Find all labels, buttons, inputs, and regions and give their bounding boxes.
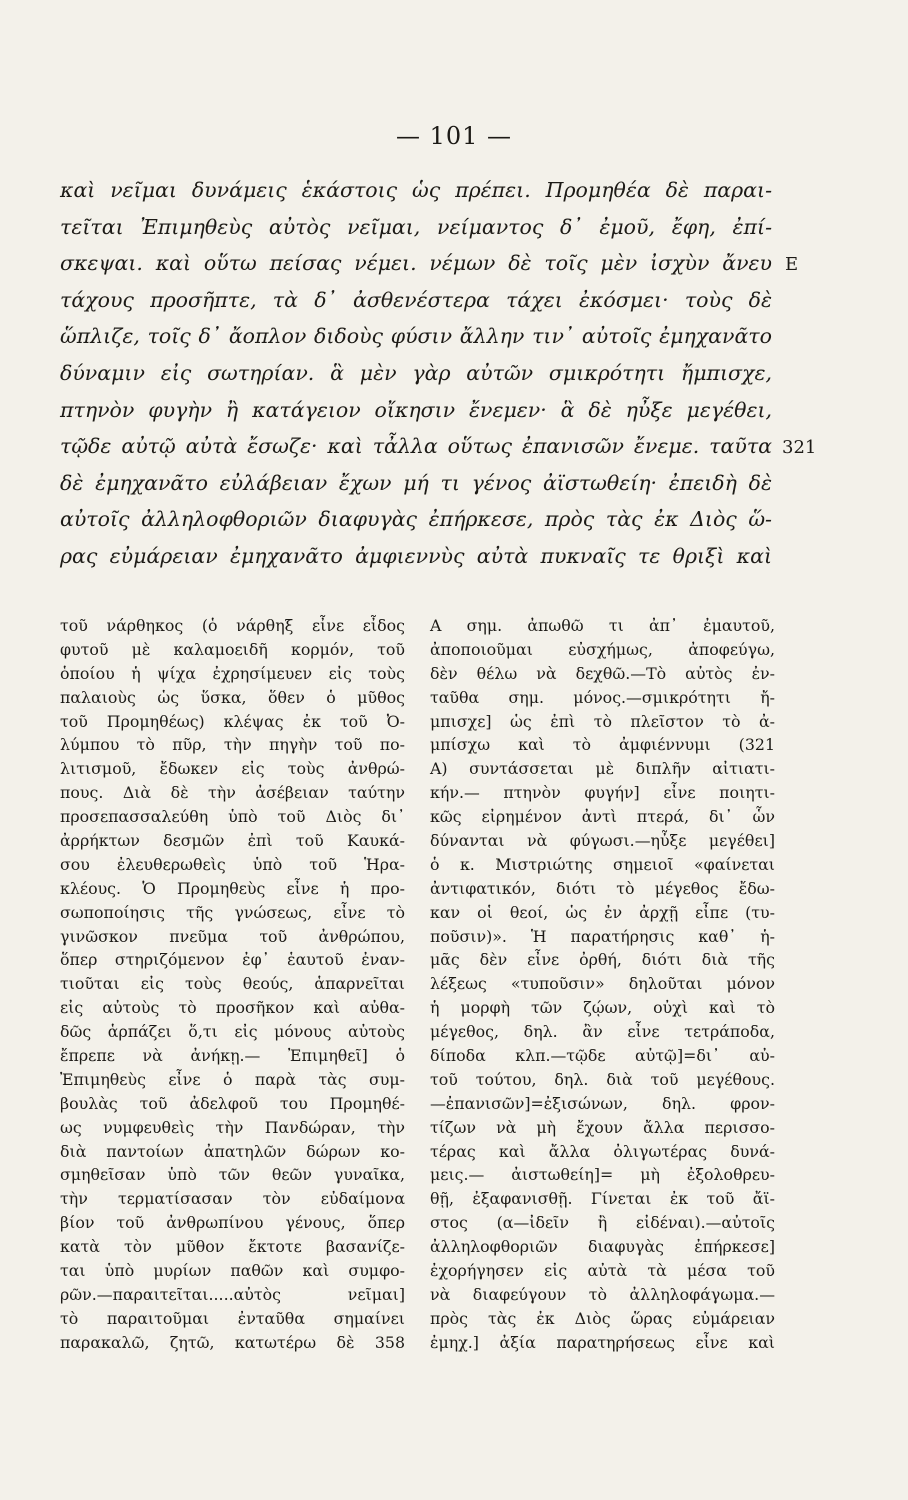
- commentary-line: διὰ παντοίων ἀπατηλῶν δώρων κο-: [60, 1141, 405, 1161]
- commentary-line: ἐχορήγησεν εἰς αὐτὰ τὰ μέσα τοῦ: [430, 1261, 775, 1281]
- commentary-line: ἀρρήκτων δεσμῶν ἐπὶ τοῦ Καυκά-: [60, 831, 405, 851]
- main-text-line: αὐτοῖς ἀλληλοφθοριῶν διαφυγὰς ἐπήρκεσε, πρὸς τὰς ἐκ Διὸς ὥ-: [60, 507, 772, 532]
- page-number: — 101 —: [395, 122, 513, 150]
- commentary-line: μᾶς δὲν εἶνε ὀρθή, διότι διὰ τῆς: [430, 950, 775, 970]
- commentary-line: καν οἱ θεοί, ὡς ἐν ἀρχῇ εἶπε (τυ-: [430, 902, 775, 922]
- commentary-line: μέγεθος, δηλ. ἂν εἶνε τετράποδα,: [430, 1022, 775, 1042]
- commentary-line: κῶς εἰρημένον ἀντὶ πτερά, δι᾽ ὧν: [430, 807, 775, 827]
- commentary-line: ἀποποιοῦμαι εὐσχήμως, ἀποφεύγω,: [430, 639, 775, 659]
- commentary-line: φυτοῦ μὲ καλαμοειδῆ κορμόν, τοῦ: [60, 639, 405, 659]
- margin-reference-321: 321: [782, 437, 817, 458]
- commentary-line: μπισχε] ὡς ἐπὶ τὸ πλεῖστον τὸ ἀ-: [430, 711, 775, 731]
- commentary-line: δύνανται νὰ φύγωσι.—ηὖξε μεγέθει]: [430, 831, 775, 851]
- commentary-line: ἐμηχ.] ἀξία παρατηρήσεως εἶνε καὶ: [430, 1332, 775, 1352]
- commentary-line: ως νυμφευθεὶς τὴν Πανδώραν, τὴν: [60, 1117, 405, 1137]
- commentary-line: ποῦσιν)». Ἡ παρατήρησις καθ᾽ ἡ-: [430, 926, 775, 946]
- commentary-line: σωποποίησις τῆς γνώσεως, εἶνε τὸ: [60, 902, 405, 922]
- commentary-line: πους. Διὰ δὲ τὴν ἀσέβειαν ταύτην: [60, 783, 405, 803]
- commentary-line: ἀντιφατικόν, διότι τὸ μέγεθος ἔδω-: [430, 878, 775, 898]
- commentary-line: τοῦ τούτου, δηλ. διὰ τοῦ μεγέθους.: [430, 1069, 775, 1089]
- commentary-line: κήν.— πτηνὸν φυγήν] εἶνε ποιητι-: [430, 783, 775, 803]
- commentary-line: θῇ, ἐξαφανισθῇ. Γίνεται ἐκ τοῦ ἄϊ-: [430, 1189, 775, 1209]
- commentary-line: πρὸς τὰς ἐκ Διὸς ὥρας εὐμάρειαν: [430, 1308, 775, 1328]
- main-text-line: καὶ νεῖμαι δυνάμεις ἑκάστοις ὡς πρέπει. Προμηθέα δὲ παραι-: [60, 178, 772, 202]
- main-text-line: πτηνὸν φυγὴν ἢ κατάγειον οἴκησιν ἔνεμεν· ἃ δὲ ηὖξε μεγέθει,: [60, 397, 772, 422]
- commentary-line: ὁ κ. Μιστριώτης σημειοῖ «φαίνεται: [430, 854, 775, 874]
- commentary-line: προσεπασσαλεύθη ὑπὸ τοῦ Διὸς δι᾽: [60, 807, 405, 827]
- commentary-line: τὸ παραιτοῦμαι ἐνταῦθα σημαίνει: [60, 1308, 405, 1328]
- commentary-line: λιτισμοῦ, ἔδωκεν εἰς τοὺς ἀνθρώ-: [60, 759, 405, 779]
- main-text-block: [60, 172, 817, 575]
- commentary-line: ὅπερ στηριζόμενον ἐφ᾽ ἑαυτοῦ ἐναν-: [60, 950, 405, 970]
- commentary-line: σμηθεῖσαν ὑπὸ τῶν θεῶν γυναῖκα,: [60, 1165, 405, 1185]
- main-text-line: σκεψαι. καὶ οὕτω πείσας νέμει. νέμων δὲ τοῖς μὲν ἰσχὺν ἄνευ: [60, 251, 772, 276]
- commentary-line: βουλὰς τοῦ ἀδελφοῦ του Προμηθέ-: [60, 1093, 405, 1113]
- commentary-line: ται ὑπὸ μυρίων παθῶν καὶ συμφο-: [60, 1261, 405, 1281]
- commentary-line: στος (α—ἰδεῖν ἢ εἰδέναι).—αὐτοῖς: [430, 1213, 775, 1233]
- commentary-line: εἰς αὐτοὺς τὸ προσῆκον καὶ αὐθα-: [60, 998, 405, 1018]
- commentary-line: λέξεως «τυποῦσιν» δηλοῦται μόνον: [430, 974, 775, 994]
- commentary-line: ἔπρεπε νὰ ἀνήκῃ.— Ἐπιμηθεῖ] ὁ: [60, 1046, 405, 1066]
- main-text-line: δὲ ἐμηχανᾶτο εὐλάβειαν ἔχων μή τι γένος ἀϊστωθείη· ἐπειδὴ δὲ: [60, 470, 772, 495]
- main-text-line: δύναμιν εἰς σωτηρίαν. ἃ μὲν γὰρ αὐτῶν σμικρότητι ἤμπισχε,: [60, 360, 772, 385]
- commentary-line: κατὰ τὸν μῦθον ἔκτοτε βασανίζε-: [60, 1237, 405, 1257]
- commentary-line: τιοῦται εἰς τοὺς θεούς, ἁπαρνεῖται: [60, 974, 405, 994]
- commentary-line: δίποδα κλπ.—τῷδε αὐτῷ]=δι᾽ αὐ-: [430, 1046, 775, 1066]
- commentary-line: ἡ μορφὴ τῶν ζῴων, οὐχὶ καὶ τὸ: [430, 998, 775, 1018]
- commentary-line: μπίσχω καὶ τὸ ἀμφιέννυμι (321: [430, 735, 775, 755]
- main-text-line: τάχους προσῆπτε, τὰ δ᾽ ἀσθενέστερα τάχει ἐκόσμει· τοὺς δὲ: [60, 287, 772, 312]
- main-text-line: ρας εὐμάρειαν ἐμηχανᾶτο ἀμφιεννὺς αὐτὰ πυκναῖς τε θριξὶ καὶ: [60, 543, 772, 568]
- commentary-line: τοῦ νάρθηκος (ὁ νάρθηξ εἶνε εἶδος: [60, 616, 405, 635]
- commentary-line: Α σημ. ἀπωθῶ τι ἀπ᾽ ἐμαυτοῦ,: [430, 616, 775, 635]
- commentary-line: ρῶν.—παραιτεῖται.....αὐτὸς νεῖμαι]: [60, 1284, 405, 1304]
- commentary-line: νὰ διαφεύγουν τὸ ἀλληλοφάγωμα.—: [430, 1284, 775, 1304]
- main-text-line: τῷδε αὐτῷ αὐτὰ ἔσωζε· καὶ τἆλλα οὕτως ἐπανισῶν ἔνεμε. ταῦτα: [60, 434, 772, 459]
- commentary-left-column: [60, 614, 405, 1355]
- commentary-line: τὴν τερματίσασαν τὸν εὐδαίμονα: [60, 1189, 405, 1209]
- commentary-line: παλαιοὺς ὡς ὕσκα, ὅθεν ὁ μῦθος: [60, 687, 405, 707]
- commentary-line: Α) συντάσσεται μὲ διπλῆν αἰτιατι-: [430, 759, 775, 779]
- commentary-line: ὁποίου ἡ ψίχα ἐχρησίμευεν εἰς τοὺς: [60, 663, 405, 683]
- commentary-line: παρακαλῶ, ζητῶ, κατωτέρω δὲ 358: [60, 1332, 405, 1352]
- commentary-line: σου ἐλευθερωθεὶς ὑπὸ τοῦ Ἡρα-: [60, 854, 405, 874]
- commentary-line: λύμπου τὸ πῦρ, τὴν πηγὴν τοῦ πο-: [60, 735, 405, 755]
- commentary-line: βίον τοῦ ἀνθρωπίνου γένους, ὅπερ: [60, 1213, 405, 1233]
- commentary-line: γινῶσκον πνεῦμα τοῦ ἀνθρώπου,: [60, 926, 405, 946]
- commentary-line: τίζων νὰ μὴ ἔχουν ἄλλα περισσο-: [430, 1117, 775, 1137]
- commentary-line: ταῦθα σημ. μόνος.—σμικρότητι ἤ-: [430, 687, 775, 707]
- main-text-line: ὥπλιζε, τοῖς δ᾽ ἄοπλον διδοὺς φύσιν ἄλλην τιν᾽ αὐτοῖς ἐμηχανᾶτο: [60, 324, 772, 349]
- commentary-line: δῶς ἁρπάζει ὅ,τι εἰς μόνους αὐτοὺς: [60, 1022, 405, 1042]
- commentary-line: δὲν θέλω νὰ δεχθῶ.—Τὸ αὐτὸς ἐν-: [430, 663, 775, 683]
- margin-reference-e: E: [785, 254, 799, 275]
- commentary-right-column: [430, 614, 775, 1355]
- commentary-line: τοῦ Προμηθέως) κλέψας ἐκ τοῦ Ὀ-: [60, 711, 405, 731]
- commentary-line: ἀλληλοφθοριῶν διαφυγὰς ἐπήρκεσε]: [430, 1237, 775, 1257]
- commentary-line: μεις.— ἀιστωθείη]= μὴ ἐξολοθρευ-: [430, 1165, 775, 1185]
- main-text-line: τεῖται Ἐπιμηθεὺς αὐτὸς νεῖμαι, νείμαντος δ᾽ ἐμοῦ, ἔφη, ἐπί-: [60, 214, 772, 239]
- commentary-line: τέρας καὶ ἄλλα ὀλιγωτέρας δυνά-: [430, 1141, 775, 1161]
- commentary-line: κλέους. Ὁ Προμηθεὺς εἶνε ἡ προ-: [60, 878, 405, 898]
- commentary-line: —ἐπανισῶν]=ἐξισώνων, δηλ. φρον-: [430, 1093, 775, 1113]
- commentary-line: Ἐπιμηθεὺς εἶνε ὁ παρὰ τὰς συμ-: [60, 1069, 405, 1089]
